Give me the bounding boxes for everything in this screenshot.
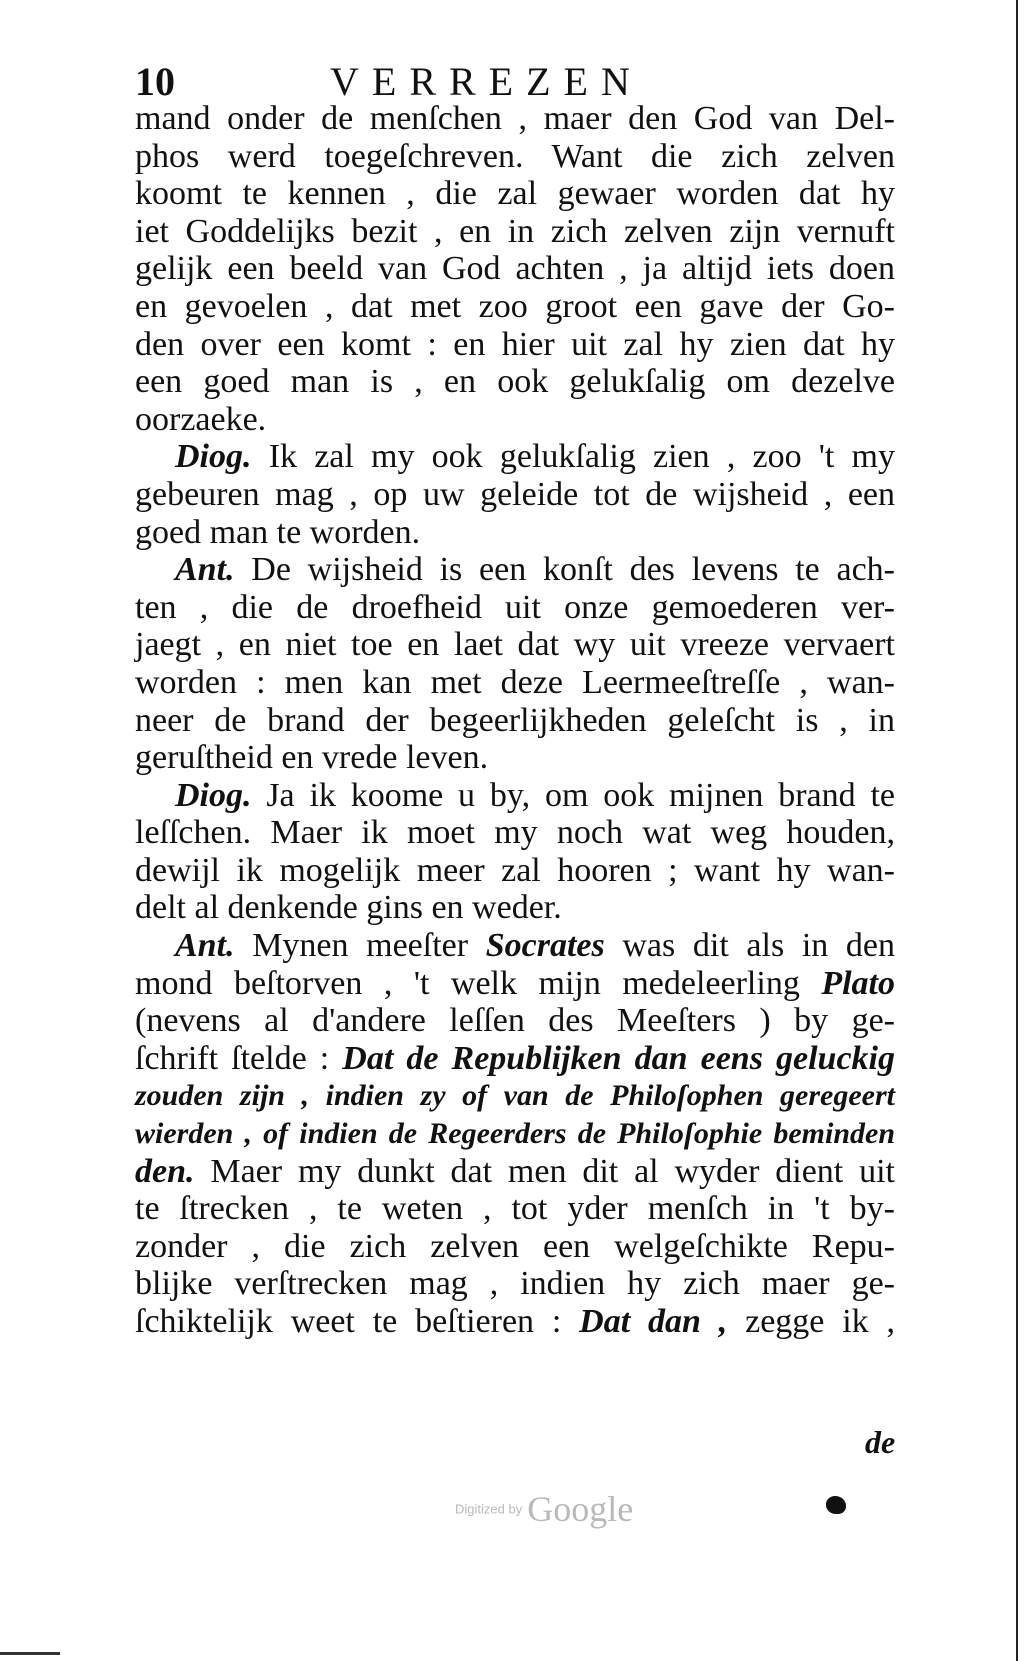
italic-name: Plato — [821, 964, 895, 1002]
italic-fragment: den. — [135, 1152, 195, 1190]
text-line — [135, 1040, 895, 1078]
page-number: 10 — [135, 59, 175, 104]
speaker-label: Diog. — [175, 776, 252, 814]
text-line: blijke verſtrecken mag , indien hy zich maer ge- — [135, 1265, 895, 1303]
text-line: mand onder de menſchen , maer den God van Del- — [135, 100, 895, 137]
text-line: gebeuren mag , op uw geleide tot de wijsheid , een — [135, 475, 895, 513]
text-line: leſſchen. Maer ik moet my noch wat weg houden, — [135, 814, 895, 852]
ink-blot — [826, 1496, 846, 1514]
text-fragment: zegge ik , — [745, 1303, 896, 1340]
text-fragment: De wijsheid is een konſt des levens te ach- — [251, 551, 895, 589]
text-fragment: Mynen meeſter — [252, 927, 469, 965]
speaker-label: Ant. — [175, 551, 235, 589]
text-line: delt al denkende gins en weder. — [135, 889, 562, 927]
italic-line: zouden zijn , indien zy of van de Philoſophen geregeert — [135, 1079, 895, 1113]
speaker-line — [135, 927, 895, 965]
text-line: (nevens al d'andere leſſen des Meeſters ) by ge- — [135, 1002, 895, 1040]
text-line: worden : men kan met deze Leermeeſtreſſe , wan- — [135, 663, 895, 701]
text-fragment: Ik zal my ook gelukſalig zien , zoo 't my — [268, 438, 896, 476]
text-line: geruſtheid en vrede leven. — [135, 739, 489, 777]
page-edge-line — [1016, 0, 1018, 1661]
text-line: den over een komt : en hier uit zal hy zien dat hy — [135, 325, 895, 363]
speaker-label: Diog. — [175, 438, 252, 476]
scan-edge-mark — [0, 1652, 60, 1655]
speaker-line — [135, 777, 895, 815]
text-line: goed man te worden. — [135, 513, 421, 551]
italic-quote: Dat de Republijken dan eens geluckig — [342, 1039, 895, 1077]
text-fragment: Maer my dunkt dat men dit al wyder dient uit — [210, 1152, 895, 1190]
catchword: de — [865, 1424, 896, 1460]
italic-name: Socrates — [485, 927, 605, 965]
body-text — [135, 100, 895, 1341]
text-fragment: ſchiktelijk weet te beſtieren : — [135, 1303, 562, 1340]
text-line: phos werd toegeſchreven. Want die zich zelven — [135, 137, 895, 175]
text-fragment: Ja ik koome u by, om ook mijnen brand te — [266, 776, 895, 814]
text-line: gelijk een beeld van God achten , ja altijd iets doen — [135, 250, 895, 288]
text-fragment: mond beſtorven , 't welk mijn medeleerling — [135, 964, 800, 1002]
text-line: koomt te kennen , die zal gewaer worden dat hy — [135, 175, 895, 213]
text-line: zonder , die zich zelven een welgeſchikte Repu- — [135, 1227, 895, 1265]
text-line: oorzaeke. — [135, 400, 267, 438]
text-line: te ſtrecken , te weten , tot yder menſch in 't by- — [135, 1190, 895, 1228]
text-line — [135, 1303, 895, 1341]
text-fragment: was dit als in den — [622, 927, 896, 965]
google-logo-text: Google — [527, 1489, 634, 1529]
italic-fragment: Dat dan , — [579, 1303, 728, 1340]
text-line: een goed man is , en ook gelukſalig om dezelve — [135, 363, 895, 401]
text-fragment: ſchrift ſtelde : — [135, 1039, 330, 1077]
speaker-line — [135, 551, 895, 589]
text-line: jaegt , en niet toe en laet dat wy uit vreeze vervaert — [135, 626, 895, 664]
text-line: en gevoelen , dat met zoo groot een gave der Go- — [135, 287, 895, 325]
digitized-watermark — [455, 1488, 715, 1538]
text-line — [135, 965, 895, 1003]
text-line: neer de brand der begeerlijkheden geleſcht is , in — [135, 701, 895, 739]
text-line: iet Goddelijks bezit , en in zich zelven zijn vernuft — [135, 212, 895, 250]
text-line: ten , die de droefheid uit onze gemoederen ver- — [135, 588, 895, 626]
text-line — [135, 1153, 895, 1191]
digitized-by-text: Digitized by — [455, 1501, 523, 1517]
speaker-label: Ant. — [175, 927, 235, 965]
text-line: dewijl ik mogelijk meer zal hooren ; want hy wan- — [135, 851, 895, 889]
speaker-line — [135, 438, 895, 476]
italic-line: wierden , of indien de Regeerders de Philoſophie beminden — [135, 1117, 895, 1151]
running-title: VERREZEN — [330, 59, 643, 104]
